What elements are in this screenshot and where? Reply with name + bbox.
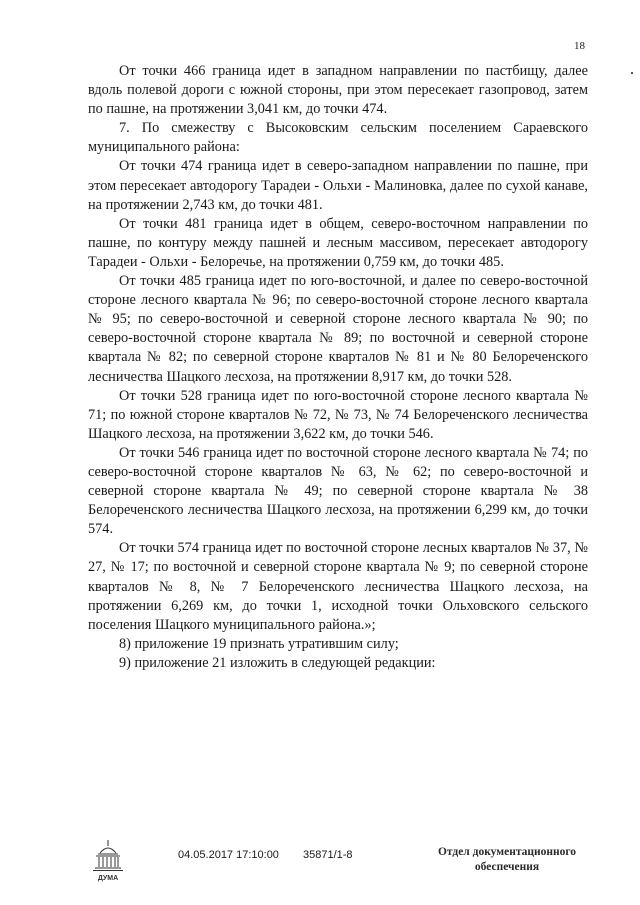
paragraph: От точки 546 граница идет по восточной стороне лесного квартала № 74; по северо-восточной стороне кварталов № 63, № 62; по северо-восточной и северной стороне квартала № 49; по северной стороне квартала № 38 Белореченского лесничества Шацкого лесхоза, на протяжении 6,299 км, до точки 574.: [88, 444, 588, 538]
department-stamp: [428, 845, 586, 875]
paragraph: 8) приложение 19 признать утратившим силу;: [119, 635, 399, 652]
margin-mark: [631, 72, 633, 74]
paragraph: От точки 574 граница идет по восточной стороне лесных кварталов № 37, № 27, № 17; по восточной и северной стороне квартала № 9; по северной стороне кварталов № 8, № 7 Белореченского лесничества Шацкого лесхоза, на протяжении 6,269 км, до точки 1, исходной точки Ольховского сельского поселения Шацкого муниципального района.»;: [88, 540, 588, 633]
paragraph: От точки 474 граница идет в северо-западном направлении по пашне, при этом пересекает автодорогу Тарадеи - Ольхи - Малиновка, далее по сухой канаве, на протяжении 2,743 км, до точки 481.: [88, 158, 588, 213]
paragraph: 9) приложение 21 изложить в следующей редакции:: [119, 654, 436, 671]
paragraph: От точки 485 граница идет по юго-восточной, и далее по северо-восточной стороне лесного квартала № 96; по северо-восточной стороне лесного квартала № 95; по северо-восточной и северной стороне лесного квартала № 90; по северо-восточной стороне квартала № 89; по восточной и северной стороне квартала № 82; по северной стороне кварталов № 81 и № 80 Белореченского лесничества Шацкого лесхоза, на протяжении 8,917 км, до точки 528.: [88, 273, 588, 385]
paragraph: От точки 481 граница идет в общем, северо-восточном направлении по пашне, по контуру между пашней и лесным массивом, пересекает автодорогу Тарадеи - Ольхи - Белоречье, на протяжении 0,759 км, до точки 485.: [88, 215, 588, 270]
registration-timestamp: 04.05.2017 17:10:00: [178, 849, 279, 861]
paragraph: От точки 466 граница идет в западном направлении по пастбищу, далее вдоль полевой дороги с южной стороны, при этом пересекает газопровод, затем по пашне, на протяжении 3,041 км, до точки 474.: [88, 63, 588, 118]
duma-logo-icon: [90, 838, 126, 882]
page-number: 18: [574, 40, 585, 52]
logo-text: ДУМА: [97, 875, 119, 882]
paragraph: От точки 528 граница идет по юго-восточной стороне лесного квартала № 71; по южной стороне кварталов № 72, № 73, № 74 Белореченского лесничества Шацкого лесхоза, на протяжении 3,622 км, до точки 546.: [88, 387, 588, 442]
document-body: [88, 62, 588, 673]
document-number: 35871/1-8: [303, 849, 353, 861]
paragraph: 7. По смежеству с Высоковским сельским поселением Сараевского муниципального района:: [88, 120, 588, 156]
department-line-2: обеспечения: [474, 861, 540, 873]
department-line-1: Отдел документационного: [437, 846, 577, 858]
